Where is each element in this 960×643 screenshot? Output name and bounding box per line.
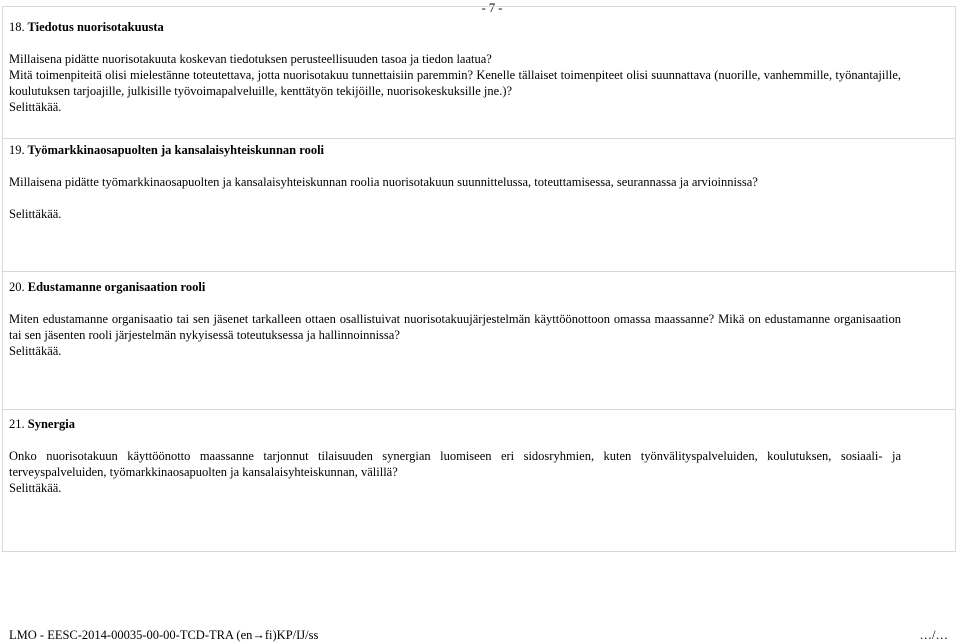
answer-placeholder[interactable]: Selittäkää.: [9, 207, 62, 221]
question-text: Millaisena pidätte työmarkkinaosapuolten ja kansalaisyhteiskunnan roolia nuorisotakuun suunnittelussa, toteuttamisessa, seurannassa ja arvioinnissa?: [9, 175, 758, 189]
page-number: - 7 -: [481, 1, 503, 15]
section-divider: [3, 138, 955, 139]
question-text: Miten edustamanne organisaatio tai sen jäsenet tarkalleen ottaen osallistuivat nuorisotakuujärjestelmän käyttöönottoon omassa maassanne? Mikä on edustamanne organisaation tai sen jäsenten rooli järjestelmän nykyisessä toteutuksessa ja hallinnoinnissa?: [9, 312, 901, 342]
section-number: 18.: [9, 20, 25, 34]
section-heading: [9, 279, 901, 295]
section-divider: [3, 409, 955, 410]
section-title: Synergia: [27, 417, 75, 431]
section-divider: [3, 271, 955, 272]
question-text: Millaisena pidätte nuorisotakuuta koskevan tiedotuksen perusteellisuuden tasoa ja tiedon laatua?: [9, 52, 492, 66]
section-number: 19.: [9, 143, 25, 157]
continuation-mark: …/…: [919, 628, 948, 642]
section-number: 20.: [9, 280, 25, 294]
answer-placeholder[interactable]: Selittäkää.: [9, 100, 62, 114]
page-footer: [9, 627, 948, 643]
section-19: [9, 142, 901, 222]
section-title: Tiedotus nuorisotakuusta: [27, 20, 164, 34]
section-number: 21.: [9, 417, 25, 431]
answer-placeholder[interactable]: Selittäkää.: [9, 481, 62, 495]
section-heading: [9, 416, 901, 432]
section-title: Edustamanne organisaation rooli: [27, 280, 206, 294]
section-18: [9, 19, 901, 115]
section-heading: [9, 19, 901, 35]
document-reference: LMO - EESC-2014-00035-00-00-TCD-TRA (en→fi)KP/IJ/ss: [9, 628, 319, 642]
section-20: [9, 279, 901, 359]
section-title: Työmarkkinaosapuolten ja kansalaisyhteiskunnan rooli: [27, 143, 325, 157]
section-heading: [9, 142, 901, 158]
answer-placeholder[interactable]: Selittäkää.: [9, 344, 62, 358]
question-text: Onko nuorisotakuun käyttöönotto maassanne tarjonnut tilaisuuden synergian luomiseen eri sidosryhmien, kuten työnvälityspalveluiden, koulutuksen, sosiaali- ja terveyspalveluiden, työmarkkinaosapuolten ja kansalaisyhteiskunnan, välillä?: [9, 449, 901, 479]
section-21: [9, 416, 901, 496]
question-text: Mitä toimenpiteitä olisi mielestänne toteutettava, jotta nuorisotakuu tunnettaisiin paremmin? Kenelle tällaiset toimenpiteet olisi suunnattava (nuorille, vanhemmille, työnantajille, koulutuksen tarjoajille, julkisille työvoimapalveluille, kenttätyön tekijöille, nuorisokeskuksille jne.)?: [9, 68, 901, 98]
